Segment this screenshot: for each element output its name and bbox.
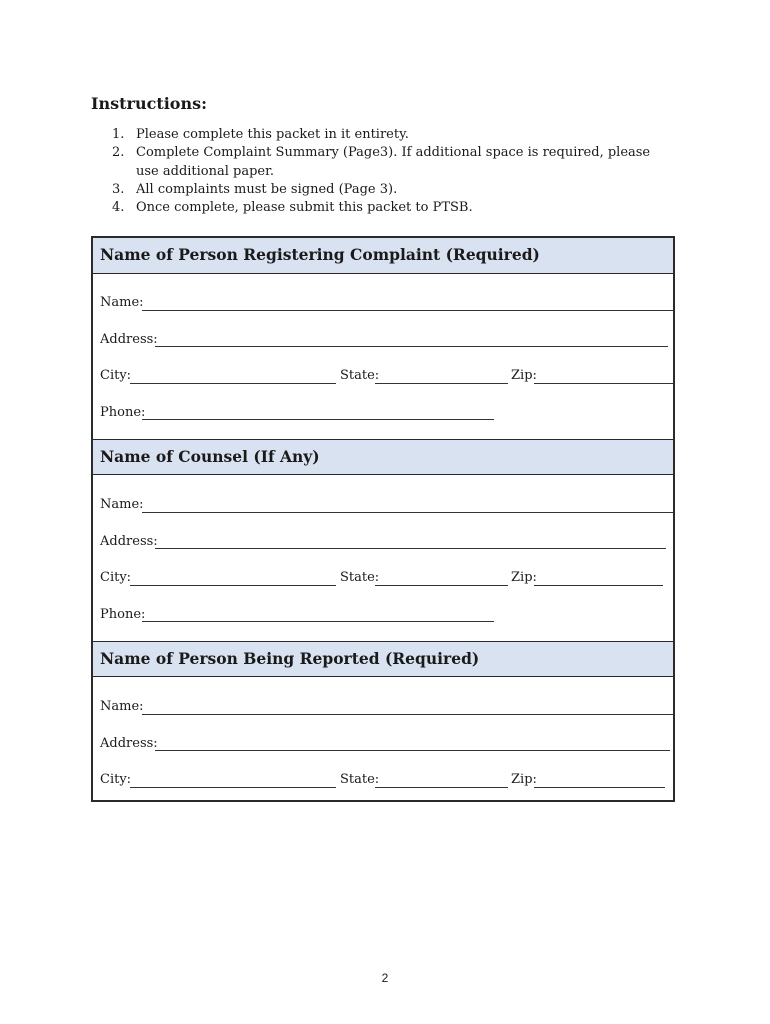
list-text: Please complete this packet in it entirety. — [136, 127, 409, 142]
list-item — [104, 144, 674, 181]
registrant-name-label: Name: — [100, 295, 144, 310]
registrant-phone-field[interactable] — [142, 419, 494, 420]
reported-state-field[interactable] — [375, 787, 508, 788]
section-reported-header: Name of Person Being Reported (Required) — [93, 641, 673, 677]
counsel-name-field[interactable] — [142, 512, 673, 513]
list-number: 3. — [112, 181, 125, 197]
counsel-city-field[interactable] — [130, 585, 336, 586]
counsel-phone-field[interactable] — [142, 621, 494, 622]
registrant-phone-label: Phone: — [100, 405, 146, 420]
counsel-address-label: Address: — [100, 534, 158, 549]
reported-zip-field[interactable] — [534, 787, 665, 788]
registrant-city-field[interactable] — [130, 383, 336, 384]
complaint-form — [91, 236, 675, 802]
counsel-zip-field[interactable] — [534, 585, 663, 586]
instructions-heading: Instructions: — [91, 94, 208, 113]
reported-address-field[interactable] — [155, 750, 670, 751]
section-counsel-header: Name of Counsel (If Any) — [93, 439, 673, 475]
list-text: All complaints must be signed (Page 3). — [136, 181, 398, 197]
registrant-zip-field[interactable] — [534, 383, 673, 384]
counsel-phone-label: Phone: — [100, 607, 146, 622]
registrant-address-label: Address: — [100, 332, 158, 347]
list-item — [104, 126, 674, 144]
list-text: Once complete, please submit this packet to PTSB. — [136, 200, 473, 216]
counsel-city-label: City: — [100, 570, 132, 585]
counsel-address-field[interactable] — [155, 548, 666, 549]
list-number: 1. — [112, 127, 125, 142]
list-item — [104, 199, 674, 217]
reported-city-label: City: — [100, 772, 132, 787]
registrant-city-label: City: — [100, 368, 132, 383]
list-number: 4. — [112, 200, 125, 216]
registrant-zip-label: Zip: — [511, 368, 537, 383]
list-number: 2. — [112, 145, 125, 161]
reported-zip-label: Zip: — [511, 772, 537, 787]
section-registrant-header: Name of Person Registering Complaint (Required) — [93, 238, 673, 274]
list-text: Complete Complaint Summary (Page3). If additional space is required, please use additional paper. — [136, 145, 651, 179]
registrant-name-field[interactable] — [142, 310, 673, 311]
registrant-state-label: State: — [340, 368, 380, 383]
reported-state-label: State: — [340, 772, 380, 787]
registrant-address-field[interactable] — [155, 346, 668, 347]
counsel-state-label: State: — [340, 570, 380, 585]
reported-name-field[interactable] — [142, 714, 673, 715]
reported-address-label: Address: — [100, 736, 158, 751]
counsel-name-label: Name: — [100, 497, 144, 512]
list-item — [104, 181, 674, 199]
registrant-state-field[interactable] — [375, 383, 508, 384]
instructions-list — [104, 126, 674, 217]
reported-city-field[interactable] — [130, 787, 336, 788]
reported-name-label: Name: — [100, 699, 144, 714]
page-number: 2 — [381, 971, 389, 985]
counsel-zip-label: Zip: — [511, 570, 537, 585]
counsel-state-field[interactable] — [375, 585, 508, 586]
